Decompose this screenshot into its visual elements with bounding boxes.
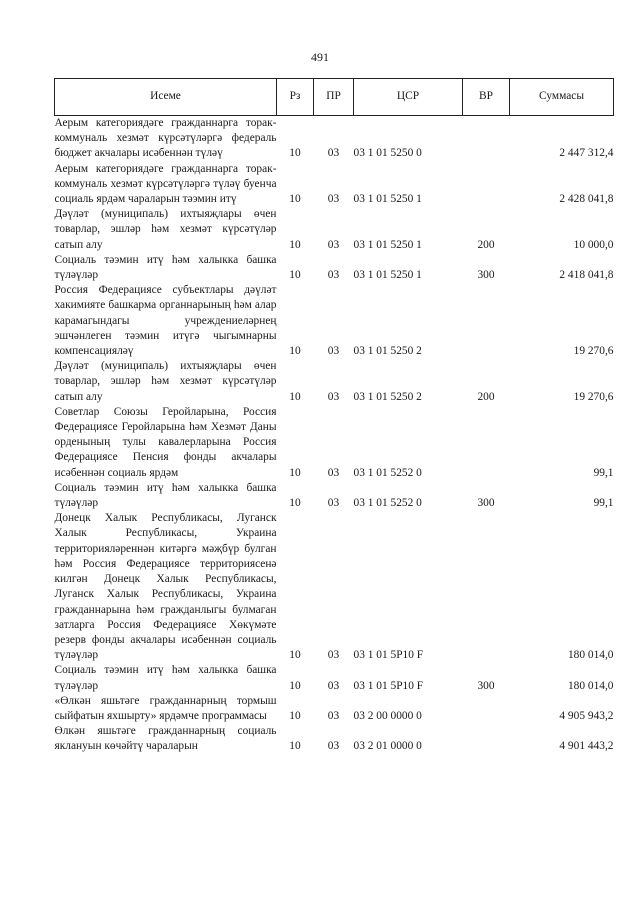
table-row bbox=[55, 359, 614, 405]
header-rz: Рз bbox=[277, 79, 314, 116]
table-row bbox=[55, 511, 614, 663]
cell-name: Өлкән яшьтәге гражданнарның социаль яклануын көчәйтү чараларын bbox=[54, 725, 277, 753]
cell-vr bbox=[463, 511, 510, 663]
cell-pr: 03 bbox=[327, 679, 340, 692]
table-row bbox=[55, 663, 614, 693]
table-row bbox=[55, 207, 614, 253]
cell-rz: 10 bbox=[289, 147, 301, 160]
cell-csr: 03 1 01 5250 1 bbox=[353, 238, 422, 251]
table-row bbox=[55, 694, 614, 724]
table-row bbox=[55, 116, 614, 162]
cell-csr: 03 1 01 5250 1 bbox=[353, 269, 422, 282]
cell-pr: 03 bbox=[327, 466, 340, 479]
cell-csr: 03 1 01 5252 0 bbox=[353, 497, 422, 510]
cell-vr: 200 bbox=[477, 390, 495, 403]
table-header-row bbox=[55, 79, 614, 116]
cell-vr: 200 bbox=[477, 238, 495, 251]
cell-vr bbox=[463, 283, 510, 359]
cell-rz: 10 bbox=[289, 679, 301, 692]
cell-sum: 99,1 bbox=[593, 466, 614, 479]
cell-vr bbox=[463, 405, 510, 481]
cell-rz: 10 bbox=[289, 466, 301, 479]
cell-name: «Өлкән яшьтәге гражданнарның тормыш сыйфатын яхшырту» ярдәмче программасы bbox=[54, 694, 277, 722]
cell-sum: 19 270,6 bbox=[573, 345, 614, 358]
cell-rz: 10 bbox=[289, 238, 301, 251]
cell-pr: 03 bbox=[327, 193, 340, 206]
cell-pr: 03 bbox=[327, 390, 340, 403]
cell-sum: 4 905 943,2 bbox=[559, 709, 614, 722]
table-row bbox=[55, 405, 614, 481]
cell-vr: 300 bbox=[477, 497, 495, 510]
cell-vr bbox=[463, 724, 510, 754]
cell-sum: 2 447 312,4 bbox=[559, 147, 614, 160]
cell-csr: 03 1 01 5252 0 bbox=[353, 466, 422, 479]
cell-pr: 03 bbox=[327, 709, 340, 722]
cell-rz: 10 bbox=[289, 390, 301, 403]
budget-table bbox=[54, 78, 614, 755]
cell-pr: 03 bbox=[327, 269, 340, 282]
table-row bbox=[55, 162, 614, 208]
cell-csr: 03 1 01 5250 0 bbox=[353, 147, 422, 160]
cell-rz: 10 bbox=[289, 193, 301, 206]
header-name: Исеме bbox=[55, 79, 277, 116]
cell-sum: 10 000,0 bbox=[573, 238, 614, 251]
cell-pr: 03 bbox=[327, 740, 340, 753]
cell-name: Социаль тәэмин итү һәм халыкка башка түләүләр bbox=[54, 664, 277, 692]
cell-csr: 03 1 01 5Р10 F bbox=[353, 679, 424, 692]
header-csr: ЦСР bbox=[354, 79, 463, 116]
header-sum: Суммасы bbox=[510, 79, 614, 116]
cell-csr: 03 1 01 5250 2 bbox=[353, 390, 422, 403]
cell-pr: 03 bbox=[327, 345, 340, 358]
cell-name: Дәүләт (муниципаль) ихтыяҗлары өчен товарлар, эшләр һәм хезмәт күрсәтүләр сатып алу bbox=[54, 208, 277, 251]
cell-rz: 10 bbox=[289, 709, 301, 722]
cell-name: Аерым категориядәге гражданнарга торак-коммуналь хезмәт күрсәтүләргә түләү буенча социаль ярдәм чараларын тәэмин итү bbox=[54, 162, 277, 206]
cell-sum: 180 014,0 bbox=[567, 679, 614, 692]
cell-vr bbox=[463, 694, 510, 724]
cell-sum: 2 428 041,8 bbox=[559, 193, 614, 206]
cell-rz: 10 bbox=[289, 269, 301, 282]
header-vr: ВР bbox=[463, 79, 510, 116]
cell-vr bbox=[463, 162, 510, 208]
table-row bbox=[55, 283, 614, 359]
table-row bbox=[55, 253, 614, 283]
cell-pr: 03 bbox=[327, 497, 340, 510]
cell-vr: 300 bbox=[477, 269, 495, 282]
cell-pr: 03 bbox=[327, 147, 340, 160]
cell-sum: 4 901 443,2 bbox=[559, 740, 614, 753]
cell-csr: 03 1 01 5250 2 bbox=[353, 345, 422, 358]
cell-sum: 180 014,0 bbox=[567, 649, 614, 662]
cell-name: Социаль тәэмин итү һәм халыкка башка түләүләр bbox=[54, 481, 277, 510]
cell-vr bbox=[463, 116, 510, 162]
cell-pr: 03 bbox=[327, 238, 340, 251]
cell-pr: 03 bbox=[327, 649, 340, 662]
cell-sum: 2 418 041,8 bbox=[559, 269, 614, 282]
cell-rz: 10 bbox=[289, 740, 301, 753]
cell-rz: 10 bbox=[289, 649, 301, 662]
cell-name: Россия Федерациясе субъектлары дәүләт хакимияте башкарма органнарының һәм алар карамагындагы учреждениеләрнең эшчәнлеген тәэмин итүгә чыгымнарны компенсацияләү bbox=[54, 284, 277, 358]
header-pr: ПР bbox=[314, 79, 354, 116]
page-number: 491 bbox=[311, 50, 329, 64]
cell-sum: 19 270,6 bbox=[573, 390, 614, 403]
cell-name: Социаль тәэмин итү һәм халыкка башка түләүләр bbox=[54, 253, 277, 282]
cell-rz: 10 bbox=[289, 497, 301, 510]
cell-vr: 300 bbox=[477, 679, 495, 692]
cell-csr: 03 2 00 0000 0 bbox=[353, 709, 422, 722]
cell-csr: 03 1 01 5250 1 bbox=[353, 193, 422, 206]
cell-sum: 99,1 bbox=[593, 497, 614, 510]
cell-name: Советлар Союзы Геройларына, Россия Федерациясе Геройларына һәм Хезмәт Даны орденының тулы кавалерларына Россия Федерациясе Пенсия фонды акчалары исәбеннән социаль ярдәм bbox=[54, 405, 277, 479]
cell-rz: 10 bbox=[289, 345, 301, 358]
cell-name: Донецк Халык Республикасы, Луганск Халык Республикасы, Украина территорияләреннән китәргә мәҗбүр булган һәм Россия Федерациясе территориясенә килгән Донецк Халык Республикасы, Луганск Халык Республикасы, Украина гражданнарына һәм гражданлыгы булмаган затларга Россия Федерациясе Хөкүмәте резерв фонды акчалары исәбеннән социаль түләүләр bbox=[54, 512, 277, 662]
table-row bbox=[55, 481, 614, 511]
cell-csr: 03 1 01 5Р10 F bbox=[353, 649, 424, 662]
cell-name: Аерым категориядәге гражданнарга торак-коммуналь хезмәт күрсәтүләргә федераль бюджет акчалары исәбеннән түләү bbox=[54, 117, 277, 160]
table-row bbox=[55, 724, 614, 754]
cell-csr: 03 2 01 0000 0 bbox=[353, 740, 422, 753]
cell-name: Дәүләт (муниципаль) ихтыяҗлары өчен товарлар, эшләр һәм хезмәт күрсәтүләр сатып алу bbox=[54, 360, 277, 403]
